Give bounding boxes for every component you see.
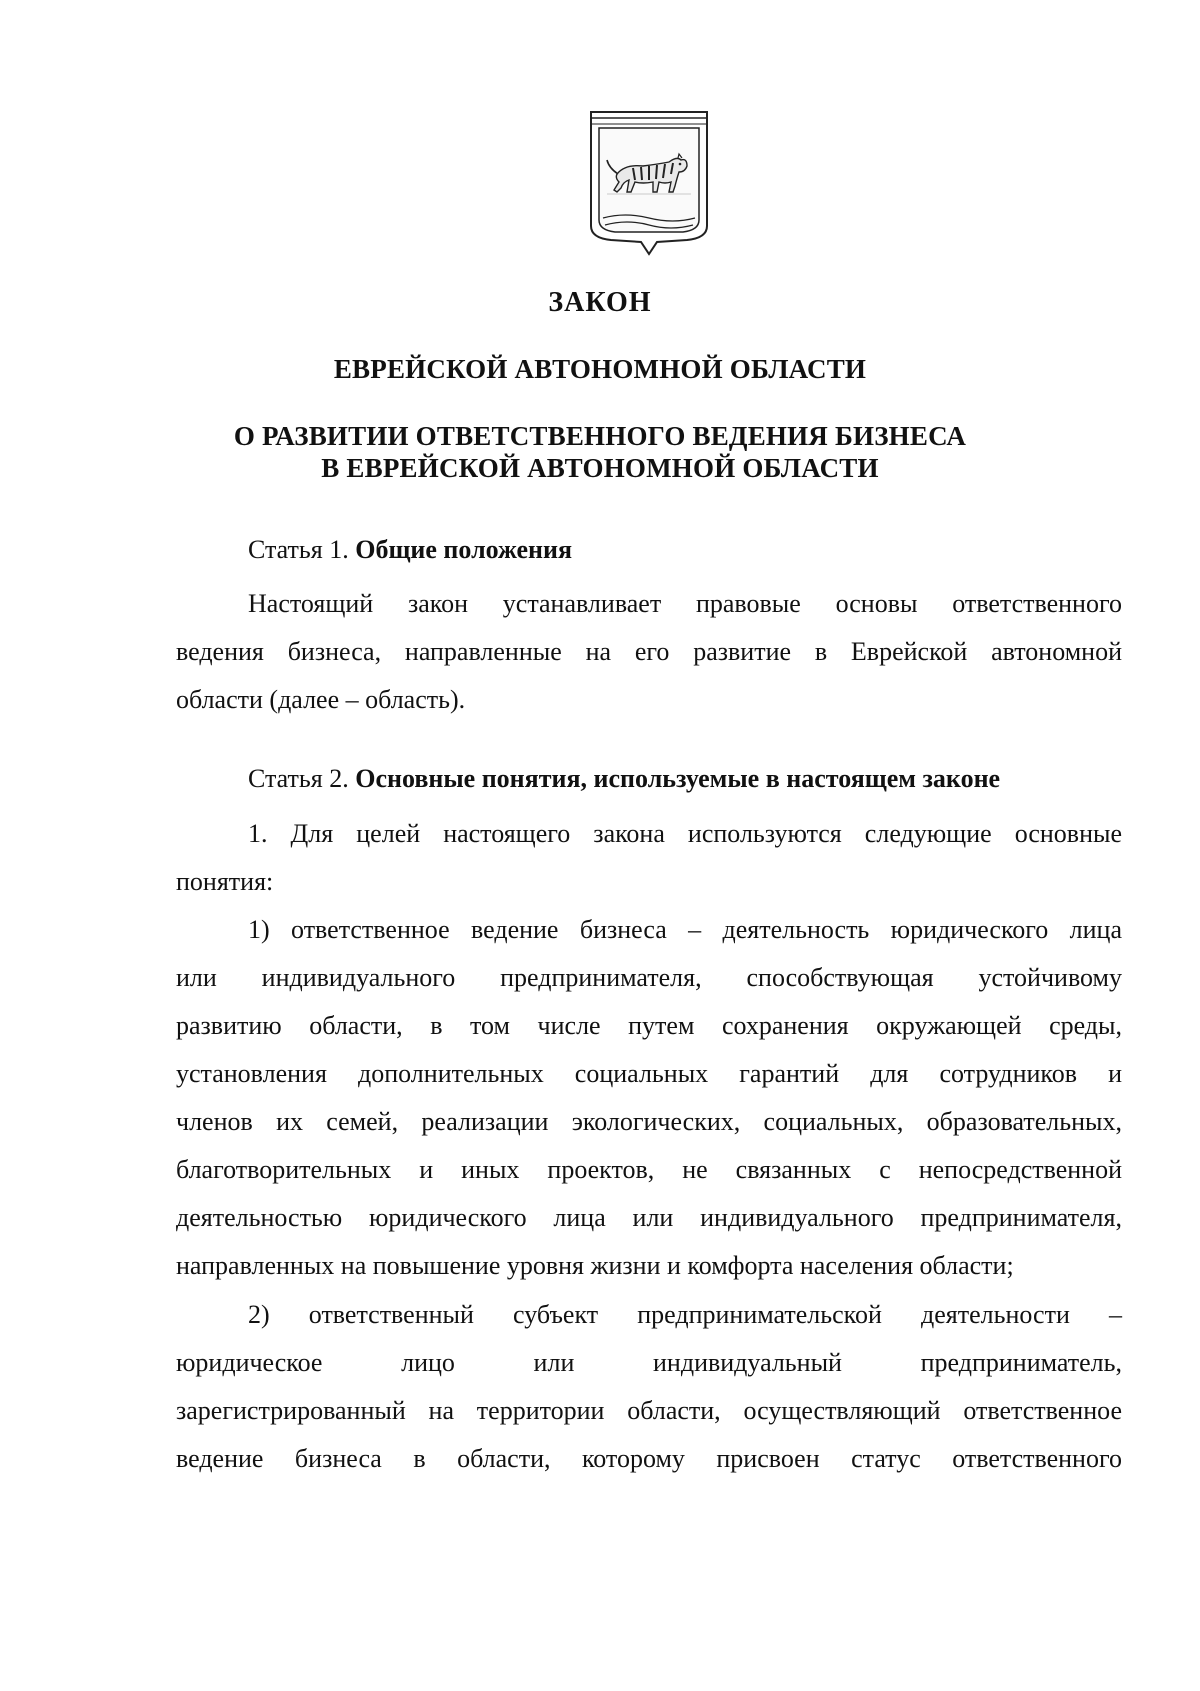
article-1-prefix: Статья 1. <box>248 535 349 564</box>
article-1-paragraph <box>176 580 1122 724</box>
text-line: 2) ответственный субъект предпринимательской деятельности – <box>248 1300 1122 1329</box>
text-line: благотворительных и иных проектов, не связанных с непосредственной <box>176 1155 1122 1184</box>
text-line: направленных на повышение уровня жизни и комфорта населения области; <box>176 1251 1014 1280</box>
definition-item-1 <box>176 906 1122 1290</box>
text-line: Настоящий закон устанавливает правовые основы ответственного <box>248 589 1122 618</box>
text-line: ведения бизнеса, направленные на его развитие в Еврейской автономной <box>176 637 1122 666</box>
text-line: 1. Для целей настоящего закона используются следующие основные <box>248 819 1122 848</box>
law-subject-line-1: О РАЗВИТИИ ОТВЕТСТВЕННОГО ВЕДЕНИЯ БИЗНЕСА <box>233 421 967 451</box>
article-2-heading <box>248 763 1000 795</box>
law-subject-line-2: В ЕВРЕЙСКОЙ АВТОНОМНОЙ ОБЛАСТИ <box>321 453 879 483</box>
text-line: членов их семей, реализации экологических, социальных, образовательных, <box>176 1107 1122 1136</box>
text-line: развитию области, в том числе путем сохранения окружающей среды, <box>176 1011 1122 1040</box>
text-line: понятия: <box>176 867 274 896</box>
article-2-prefix: Статья 2. <box>248 764 349 793</box>
text-line: юридическое лицо или индивидуальный предприниматель, <box>176 1348 1122 1377</box>
article-1-title: Общие положения <box>355 535 573 564</box>
law-region: ЕВРЕЙСКОЙ АВТОНОМНОЙ ОБЛАСТИ <box>333 354 867 384</box>
text-line: зарегистрированный на территории области, осуществляющий ответственное <box>176 1396 1122 1425</box>
text-line: деятельностью юридического лица или индивидуального предпринимателя, <box>176 1203 1122 1232</box>
text-line: 1) ответственное ведение бизнеса – деятельность юридического лица <box>248 915 1122 944</box>
text-line: или индивидуального предпринимателя, способствующая устойчивому <box>176 963 1122 992</box>
article-1-heading <box>248 534 572 566</box>
definition-item-2 <box>176 1291 1122 1483</box>
article-2-part-1 <box>176 810 1122 906</box>
text-line: области (далее – область). <box>176 685 466 714</box>
law-title: ЗАКОН <box>548 287 652 318</box>
text-line: установления дополнительных социальных гарантий для сотрудников и <box>176 1059 1122 1088</box>
article-2-title: Основные понятия, используемые в настоящем законе <box>355 764 1001 793</box>
text-line: ведение бизнеса в области, которому присвоен статус ответственного <box>176 1444 1122 1473</box>
law-subject <box>0 420 1200 484</box>
coat-of-arms-tiger-icon <box>587 108 711 256</box>
